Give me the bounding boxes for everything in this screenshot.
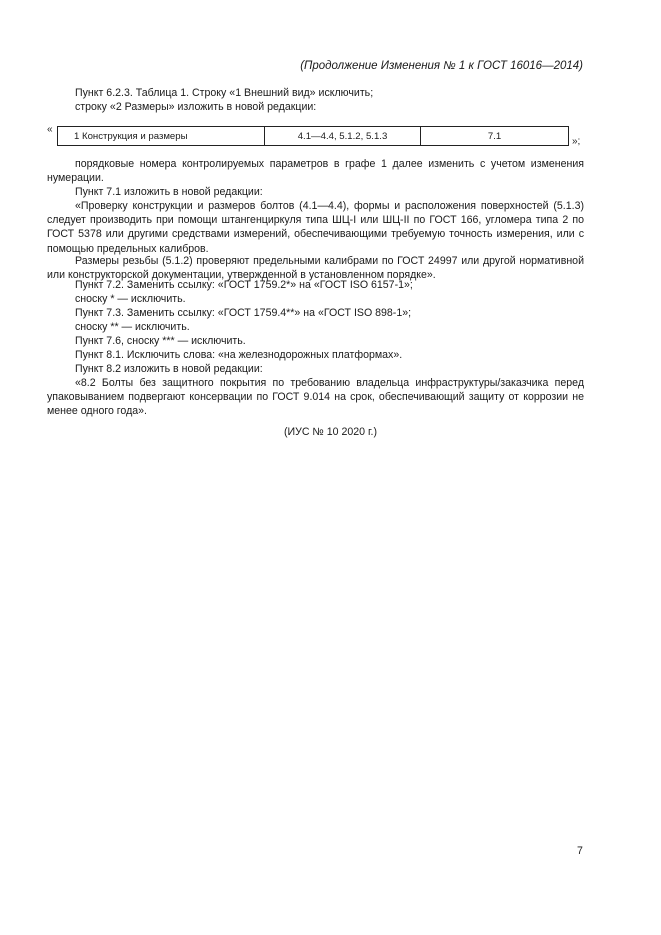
paragraph: Размеры резьбы (5.1.2) проверяют предельными калибрами по ГОСТ 24997 или другой нормативной или конструкторской документации, утвержденной в установленном порядке».	[47, 255, 584, 282]
paragraph: сноску * — исключить.	[75, 293, 186, 305]
table-row	[58, 127, 569, 146]
paragraph: Пункт 8.1. Исключить слова: «на железнодорожных платформах».	[75, 349, 403, 361]
table-cell-requirements: 4.1—4.4, 5.1.2, 5.1.3	[265, 127, 421, 146]
paragraph: Пункт 7.2. Заменить ссылку: «ГОСТ 1759.2*» на «ГОСТ ISO 6157-1»;	[75, 279, 413, 291]
paragraph: строку «2 Размеры» изложить в новой редакции:	[75, 101, 317, 113]
ius-reference: (ИУС № 10 2020 г.)	[283, 426, 378, 438]
paragraph: Пункт 8.2 изложить в новой редакции:	[75, 363, 263, 375]
paragraph: «Проверку конструкции и размеров болтов (4.1—4.4), формы и расположения поверхностей (5.1.3) следует производить при помощи штангенциркуля типа ШЦ-I или ШЦ-II по ГОСТ 166, угломера типа 2 по ГОСТ 5378 или другими средствами измерений, обеспечивающими требуемую точность измерения, или с помощью предельных калибров.	[47, 200, 584, 255]
document-header: (Продолжение Изменения № 1 к ГОСТ 16016—2014)	[300, 60, 583, 72]
paragraph: «8.2 Болты без защитного покрытия по требованию владельца инфраструктуры/заказчика перед упаковыванием подвергают консервации по ГОСТ 9.014 на срок, обеспечивающий защиту от коррозии не менее одного года».	[47, 377, 584, 418]
paragraph: Пункт 7.6, сноску *** — исключить.	[75, 335, 246, 347]
paragraph: Пункт 7.3. Заменить ссылку: «ГОСТ 1759.4**» на «ГОСТ ISO 898-1»;	[75, 307, 412, 319]
page-number: 7	[577, 845, 583, 857]
table-cell-parameter: 1 Конструкция и размеры	[58, 127, 265, 146]
paragraph: Пункт 7.1 изложить в новой редакции:	[75, 186, 263, 198]
paragraph: сноску ** — исключить.	[75, 321, 190, 333]
table-close-quote: »;	[572, 136, 581, 147]
paragraph: порядковые номера контролируемых параметров в графе 1 далее изменить с учетом изменения нумерации.	[47, 158, 584, 185]
table-open-quote: «	[47, 124, 53, 135]
table-row-replacement	[57, 126, 569, 146]
table-cell-method: 7.1	[421, 127, 569, 146]
paragraph: Пункт 6.2.3. Таблица 1. Строку «1 Внешний вид» исключить;	[75, 87, 374, 99]
